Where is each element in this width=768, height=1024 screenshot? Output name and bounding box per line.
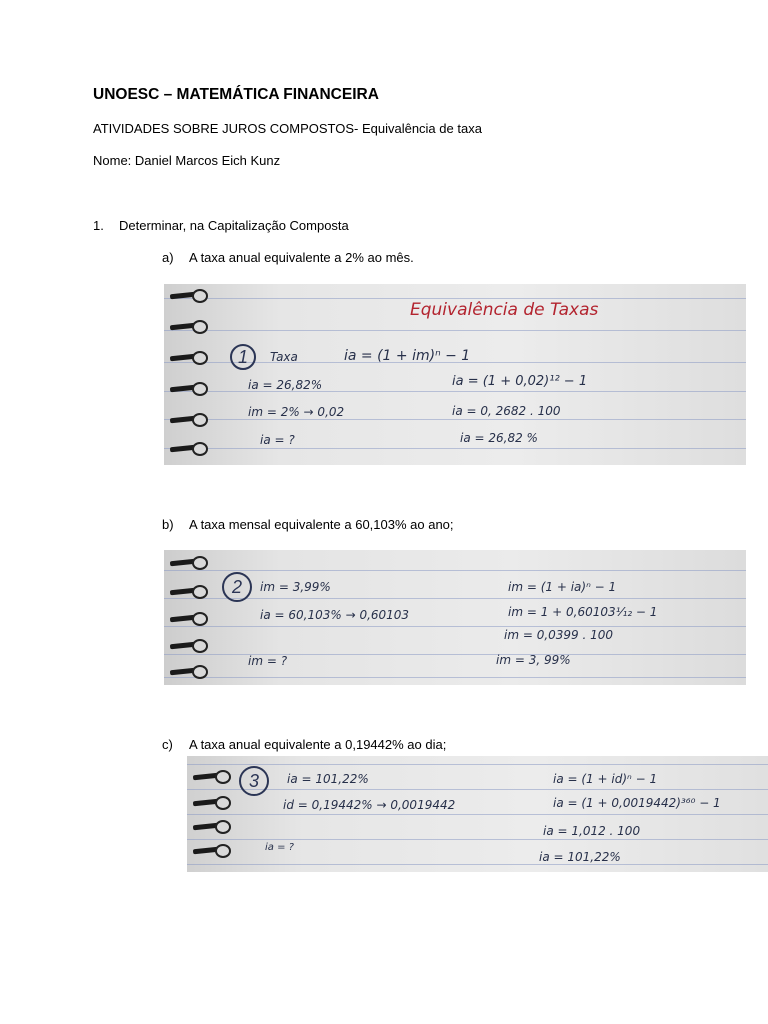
question-text: Determinar, na Capitalização Composta (119, 218, 349, 233)
photo-b-right-line: im = 1 + 0,60103¹⁄₁₂ − 1 (508, 605, 658, 619)
photo-c-left-line: id = 0,19442% → 0,0019442 (283, 798, 456, 812)
photo-a-left-line: ia = 26,82% (248, 378, 323, 392)
item-a-text: A taxa anual equivalente a 2% ao mês. (189, 250, 414, 265)
photo-b-right-line: im = 0,0399 . 100 (504, 628, 614, 642)
photo-b-left-line: im = 3,99% (260, 580, 331, 594)
photo-c-right-line: ia = 1,012 . 100 (543, 824, 641, 838)
photo-a-right-line: ia = (1 + im)ⁿ − 1 (344, 348, 471, 364)
handwritten-photo-a (164, 284, 746, 465)
photo-b-badge: 2 (222, 572, 252, 602)
photo-a-badge: 1 (230, 344, 256, 370)
photo-b-right-line: im = 3, 99% (496, 653, 571, 667)
handwritten-photo-c (187, 756, 768, 872)
photo-b-right-line: im = (1 + ia)ⁿ − 1 (508, 580, 617, 594)
spiral-binding (187, 756, 231, 872)
photo-b-left-line: ia = 60,103% → 0,60103 (260, 608, 410, 622)
item-b-letter: b) (162, 517, 174, 532)
photo-a-label: Taxa (270, 350, 298, 364)
photo-b-left-line: im = ? (248, 654, 288, 668)
spiral-binding (164, 550, 208, 685)
photo-c-right-line: ia = (1 + 0,0019442)³⁶⁰ − 1 (553, 796, 721, 810)
question-number: 1. (93, 218, 104, 233)
photo-a-right-line: ia = (1 + 0,02)¹² − 1 (452, 374, 588, 389)
item-c-text: A taxa anual equivalente a 0,19442% ao dia; (189, 737, 447, 752)
photo-c-left-line: ia = 101,22% (287, 772, 369, 786)
photo-c-left-line: ia = ? (265, 842, 294, 853)
item-c-letter: c) (162, 737, 173, 752)
photo-a-left-line: ia = ? (260, 433, 295, 447)
photo-c-right-line: ia = 101,22% (539, 850, 621, 864)
photo-a-right-line: ia = 26,82 % (460, 431, 538, 445)
photo-a-heading: Equivalência de Taxas (410, 300, 599, 320)
handwritten-photo-b (164, 550, 746, 685)
document-title: UNOESC – MATEMÁTICA FINANCEIRA (93, 86, 379, 103)
document-subtitle: ATIVIDADES SOBRE JUROS COMPOSTOS- Equivalência de taxa (93, 121, 482, 136)
student-name: Nome: Daniel Marcos Eich Kunz (93, 153, 281, 168)
photo-a-left-line: im = 2% → 0,02 (248, 405, 345, 419)
photo-c-right-line: ia = (1 + id)ⁿ − 1 (553, 772, 658, 786)
item-b-text: A taxa mensal equivalente a 60,103% ao ano; (189, 517, 454, 532)
photo-c-badge: 3 (239, 766, 269, 796)
photo-a-right-line: ia = 0, 2682 . 100 (452, 404, 561, 418)
item-a-letter: a) (162, 250, 174, 265)
spiral-binding (164, 284, 208, 465)
